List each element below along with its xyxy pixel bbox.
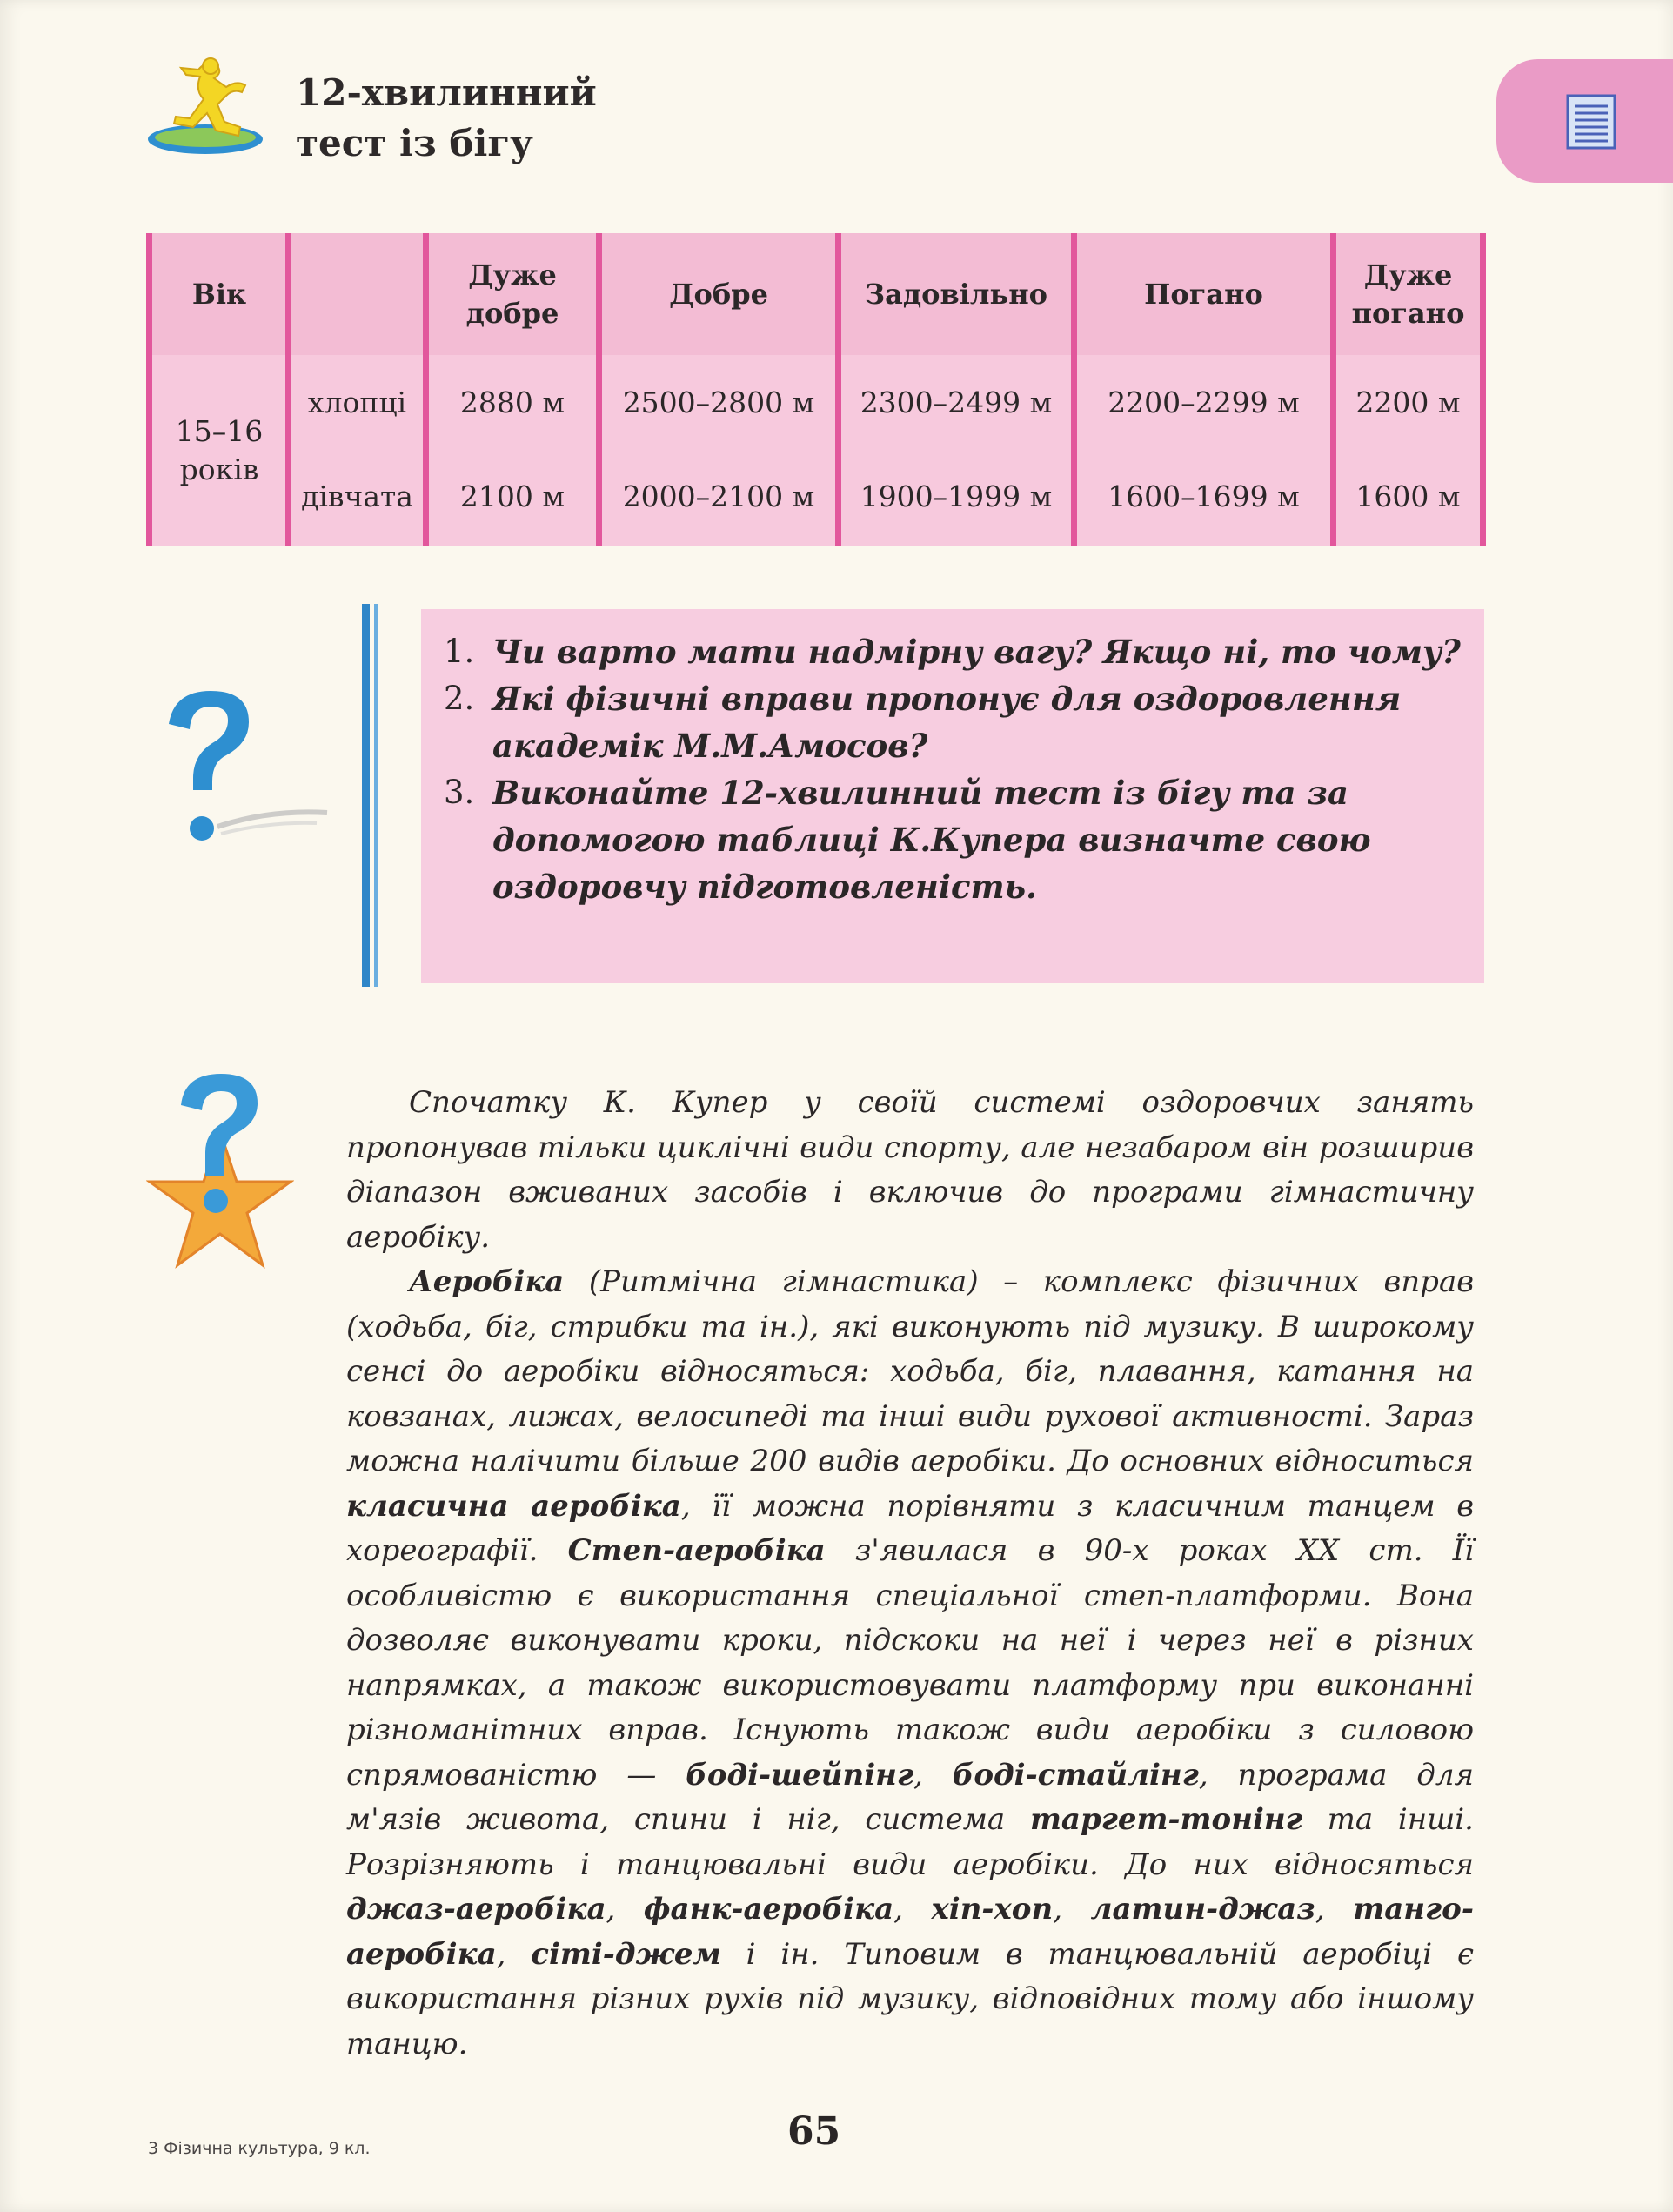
question-text: Виконайте 12-хвилинний тест із бігу та за допомогою таблиці К.Купера визначте свою оздоровчу підготовленість. bbox=[492, 774, 1371, 906]
accent-bar bbox=[362, 604, 370, 987]
header-good: Добре bbox=[669, 278, 768, 311]
term-jazz: джаз-аеробіка bbox=[346, 1892, 606, 1927]
table-cell: 2300–2499 м bbox=[860, 385, 1053, 419]
question-item bbox=[444, 628, 1470, 675]
question-number: 3. bbox=[444, 774, 475, 811]
section-title bbox=[296, 68, 597, 169]
term-city: сіті-джем bbox=[531, 1936, 721, 1972]
table-cell: 1600–1699 м bbox=[1108, 479, 1300, 513]
title-line-1: 12-хвилинний bbox=[296, 71, 597, 114]
table-line bbox=[285, 233, 291, 546]
runner-icon bbox=[146, 54, 277, 167]
question-mark-icon bbox=[157, 687, 331, 853]
term-step: Степ-аеробіка bbox=[567, 1533, 826, 1568]
body-text bbox=[346, 1081, 1474, 2067]
table-line bbox=[1330, 233, 1336, 546]
text-run: і ін. Типовим в танцювальній аеробіці є використання різних рухів під музику, відповідних тому або іншому танцю. bbox=[346, 1936, 1474, 2061]
text-run: з'явилася в 90-х роках XX ст. Її особливістю є використання спеціальної степ-платформи. Вона дозволяє виконувати кроки, підскоки на неї і через неї в різних напрямках, а також використовувати платформу при виконанні різноманітних вправ. Існують також види аеробіки з силовою спрямованістю — bbox=[346, 1533, 1474, 1793]
header-poor: Погано bbox=[1144, 278, 1263, 311]
table-cell: 2000–2100 м bbox=[622, 479, 815, 513]
paragraph-aerobics bbox=[346, 1260, 1474, 2067]
question-number: 1. bbox=[444, 633, 475, 670]
text-run: , bbox=[606, 1892, 644, 1927]
page-number: 65 bbox=[787, 2109, 841, 2154]
table-cell: 1900–1999 м bbox=[860, 479, 1053, 513]
questions-list bbox=[444, 628, 1470, 910]
term-body-styling: боді-стайлінг bbox=[952, 1757, 1199, 1793]
accent-bar bbox=[374, 604, 378, 987]
table-cell: 2100 м bbox=[459, 479, 565, 513]
text-run: та інші. Розрізняють і танцювальні види аеробіки. До них відносяться bbox=[346, 1802, 1474, 1882]
table-line bbox=[423, 233, 429, 546]
table-cell: 2200 м bbox=[1355, 385, 1461, 419]
text-run: , bbox=[1315, 1892, 1354, 1927]
term-aerobics: Аеробіка bbox=[409, 1264, 565, 1299]
paragraph-intro: Спочатку К. Купер у своїй системі оздоровчих занять пропонував тільки циклічні види спорту, але незабаром він розширив діапазон вживаних засобів і включив до програми гімнастичну аеробіку. bbox=[346, 1085, 1474, 1255]
table-line bbox=[146, 233, 152, 546]
age-group-cell: 15–16 років bbox=[175, 414, 264, 486]
term-funk: фанк-аеробіка bbox=[643, 1892, 894, 1927]
text-run: , bbox=[893, 1892, 932, 1927]
term-classic: класична аеробіка bbox=[346, 1488, 681, 1524]
text-run: , програма для м'язів живота, спини і ніг, система bbox=[346, 1757, 1474, 1837]
header-very-good: Дуже добре bbox=[465, 258, 559, 330]
question-text: Чи варто мати надмірну вагу? Якщо ні, то чому? bbox=[492, 633, 1461, 671]
text-run: , bbox=[913, 1757, 953, 1793]
document-icon bbox=[1566, 94, 1616, 150]
term-hiphop: хіп-хоп bbox=[931, 1892, 1054, 1927]
table-cell: 2500–2800 м bbox=[622, 385, 815, 419]
question-text: Які фізичні вправи пропонує для оздоровлення академік М.М.Амосов? bbox=[492, 680, 1402, 765]
row-group-boys: хлопці bbox=[307, 385, 407, 419]
question-item bbox=[444, 769, 1470, 910]
table-cell: 2200–2299 м bbox=[1108, 385, 1300, 419]
text-run: , її можна порівняти з класичним танцем в хореографії. bbox=[346, 1488, 1475, 1568]
table-cell: 2880 м bbox=[459, 385, 565, 419]
term-body-shaping: боді-шейпінг bbox=[686, 1757, 914, 1793]
table-cell: 1600 м bbox=[1355, 479, 1461, 513]
header-very-poor: Дуже погано bbox=[1351, 258, 1465, 330]
header-satisfactory: Задовільно bbox=[865, 278, 1047, 311]
term-target: таргет-тонінг bbox=[1029, 1802, 1302, 1837]
title-line-2: тест із бігу bbox=[296, 122, 533, 164]
side-tab bbox=[1496, 59, 1673, 183]
table-line bbox=[596, 233, 602, 546]
table-line bbox=[835, 233, 841, 546]
footer-note: 3 Фізична культура, 9 кл. bbox=[148, 2139, 371, 2158]
text-run: , bbox=[1053, 1892, 1091, 1927]
row-group-girls: дівчата bbox=[301, 479, 413, 513]
star-question-icon bbox=[146, 1070, 294, 1279]
table-line bbox=[1480, 233, 1486, 546]
question-item bbox=[444, 675, 1470, 769]
term-tango: танго-аеробіка bbox=[346, 1892, 1474, 1972]
text-run: , bbox=[496, 1936, 532, 1972]
header-age: Вік bbox=[191, 278, 247, 311]
text-run: (Ритмічна гімнастика) – комплекс фізичних вправ (ходьба, біг, стрибки та ін.), які виконують під музику. В широкому сенсі до аеробіки відносяться: ходьба, біг, плавання, катання на ковзанах, лижах, велосипеді та інші види рухової активності. Зараз можна налічити більше 200 видів аеробіки. До основних відноситься bbox=[346, 1264, 1474, 1478]
cooper-test-table bbox=[146, 233, 1486, 546]
term-latin: латин-джаз bbox=[1090, 1892, 1315, 1927]
table-line bbox=[1071, 233, 1077, 546]
question-number: 2. bbox=[444, 680, 475, 717]
